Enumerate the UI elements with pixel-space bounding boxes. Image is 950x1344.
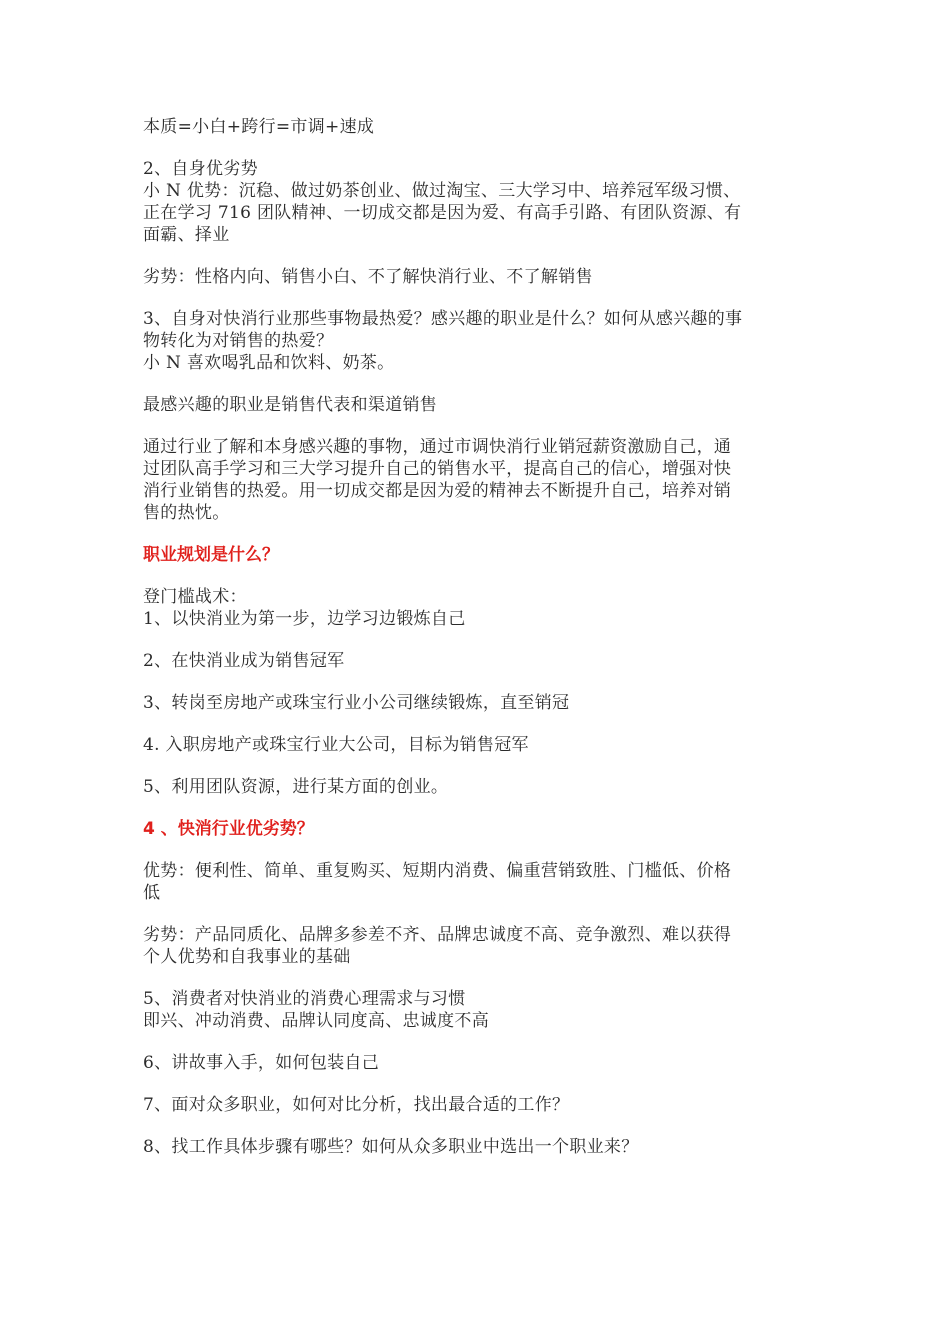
text-line: 小 N 喜欢喝乳品和饮料、奶茶。 [143, 353, 395, 373]
text-line: 本质=小白+跨行=市调+速成 [143, 117, 375, 137]
document-page [143, 116, 808, 1178]
text-line: 5、消费者对快消业的消费心理需求与习惯 [143, 989, 466, 1009]
text-line: 过团队高手学习和三大学习提升自己的销售水平，提高自己的信心，增强对快 [143, 459, 732, 479]
text-line: 个人优势和自我事业的基础 [143, 947, 351, 967]
text-line: 低 [143, 883, 161, 903]
paragraph [143, 860, 808, 904]
paragraph [143, 586, 808, 630]
paragraph [143, 776, 808, 798]
paragraph [143, 692, 808, 714]
text-line: 5、利用团队资源，进行某方面的创业。 [143, 777, 449, 797]
text-line: 正在学习 716 团队精神、一切成交都是因为爱、有高手引路、有团队资源、有 [143, 203, 742, 223]
text-line: 7、面对众多职业，如何对比分析，找出最合适的工作？ [143, 1095, 570, 1115]
text-line: 3、自身对快消行业那些事物最热爱？感兴趣的职业是什么？如何从感兴趣的事 [143, 309, 743, 329]
paragraph [143, 436, 808, 524]
paragraph [143, 1094, 808, 1116]
text-line: 通过行业了解和本身感兴趣的事物，通过市调快消行业销冠薪资激励自己，通 [143, 437, 732, 457]
text-line: 职业规划是什么？ [143, 545, 279, 565]
text-line: 优势：便利性、简单、重复购买、短期内消费、偏重营销致胜、门槛低、价格 [143, 861, 732, 881]
text-line: 即兴、冲动消费、品牌认同度高、忠诚度不高 [143, 1011, 489, 1031]
paragraph [143, 158, 808, 246]
text-line: 3、转岗至房地产或珠宝行业小公司继续锻炼，直至销冠 [143, 693, 570, 713]
text-line: 劣势：产品同质化、品牌多参差不齐、品牌忠诚度不高、竞争激烈、难以获得 [143, 925, 732, 945]
text-line: 小 N 优势：沉稳、做过奶茶创业、做过淘宝、三大学习中、培养冠军级习惯、 [143, 181, 741, 201]
paragraph [143, 308, 808, 374]
text-line: 6、讲故事入手，如何包装自己 [143, 1053, 380, 1073]
paragraph [143, 650, 808, 672]
paragraph [143, 394, 808, 416]
paragraph [143, 116, 808, 138]
text-line: 消行业销售的热爱。用一切成交都是因为爱的精神去不断提升自己，培养对销 [143, 481, 732, 501]
text-line: 2、在快消业成为销售冠军 [143, 651, 345, 671]
text-line: 面霸、择业 [143, 225, 230, 245]
section-heading [143, 818, 808, 840]
text-line: 售的热忱。 [143, 503, 230, 523]
text-line: 最感兴趣的职业是销售代表和渠道销售 [143, 395, 438, 415]
text-line: 2、自身优劣势 [143, 159, 258, 179]
text-line: 4 、快消行业优劣势？ [143, 819, 314, 839]
section-heading [143, 544, 808, 566]
paragraph [143, 924, 808, 968]
text-line: 物转化为对销售的热爱？ [143, 331, 334, 351]
text-line: 8、找工作具体步骤有哪些？如何从众多职业中选出一个职业来？ [143, 1137, 639, 1157]
paragraph [143, 266, 808, 288]
text-line: 1、以快消业为第一步，边学习边锻炼自己 [143, 609, 466, 629]
paragraph [143, 988, 808, 1032]
text-line: 4. 入职房地产或珠宝行业大公司，目标为销售冠军 [143, 735, 529, 755]
paragraph [143, 1052, 808, 1074]
paragraph [143, 1136, 808, 1158]
text-line: 劣势：性格内向、销售小白、不了解快消行业、不了解销售 [143, 267, 593, 287]
text-line: 登门槛战术： [143, 587, 247, 607]
paragraph [143, 734, 808, 756]
